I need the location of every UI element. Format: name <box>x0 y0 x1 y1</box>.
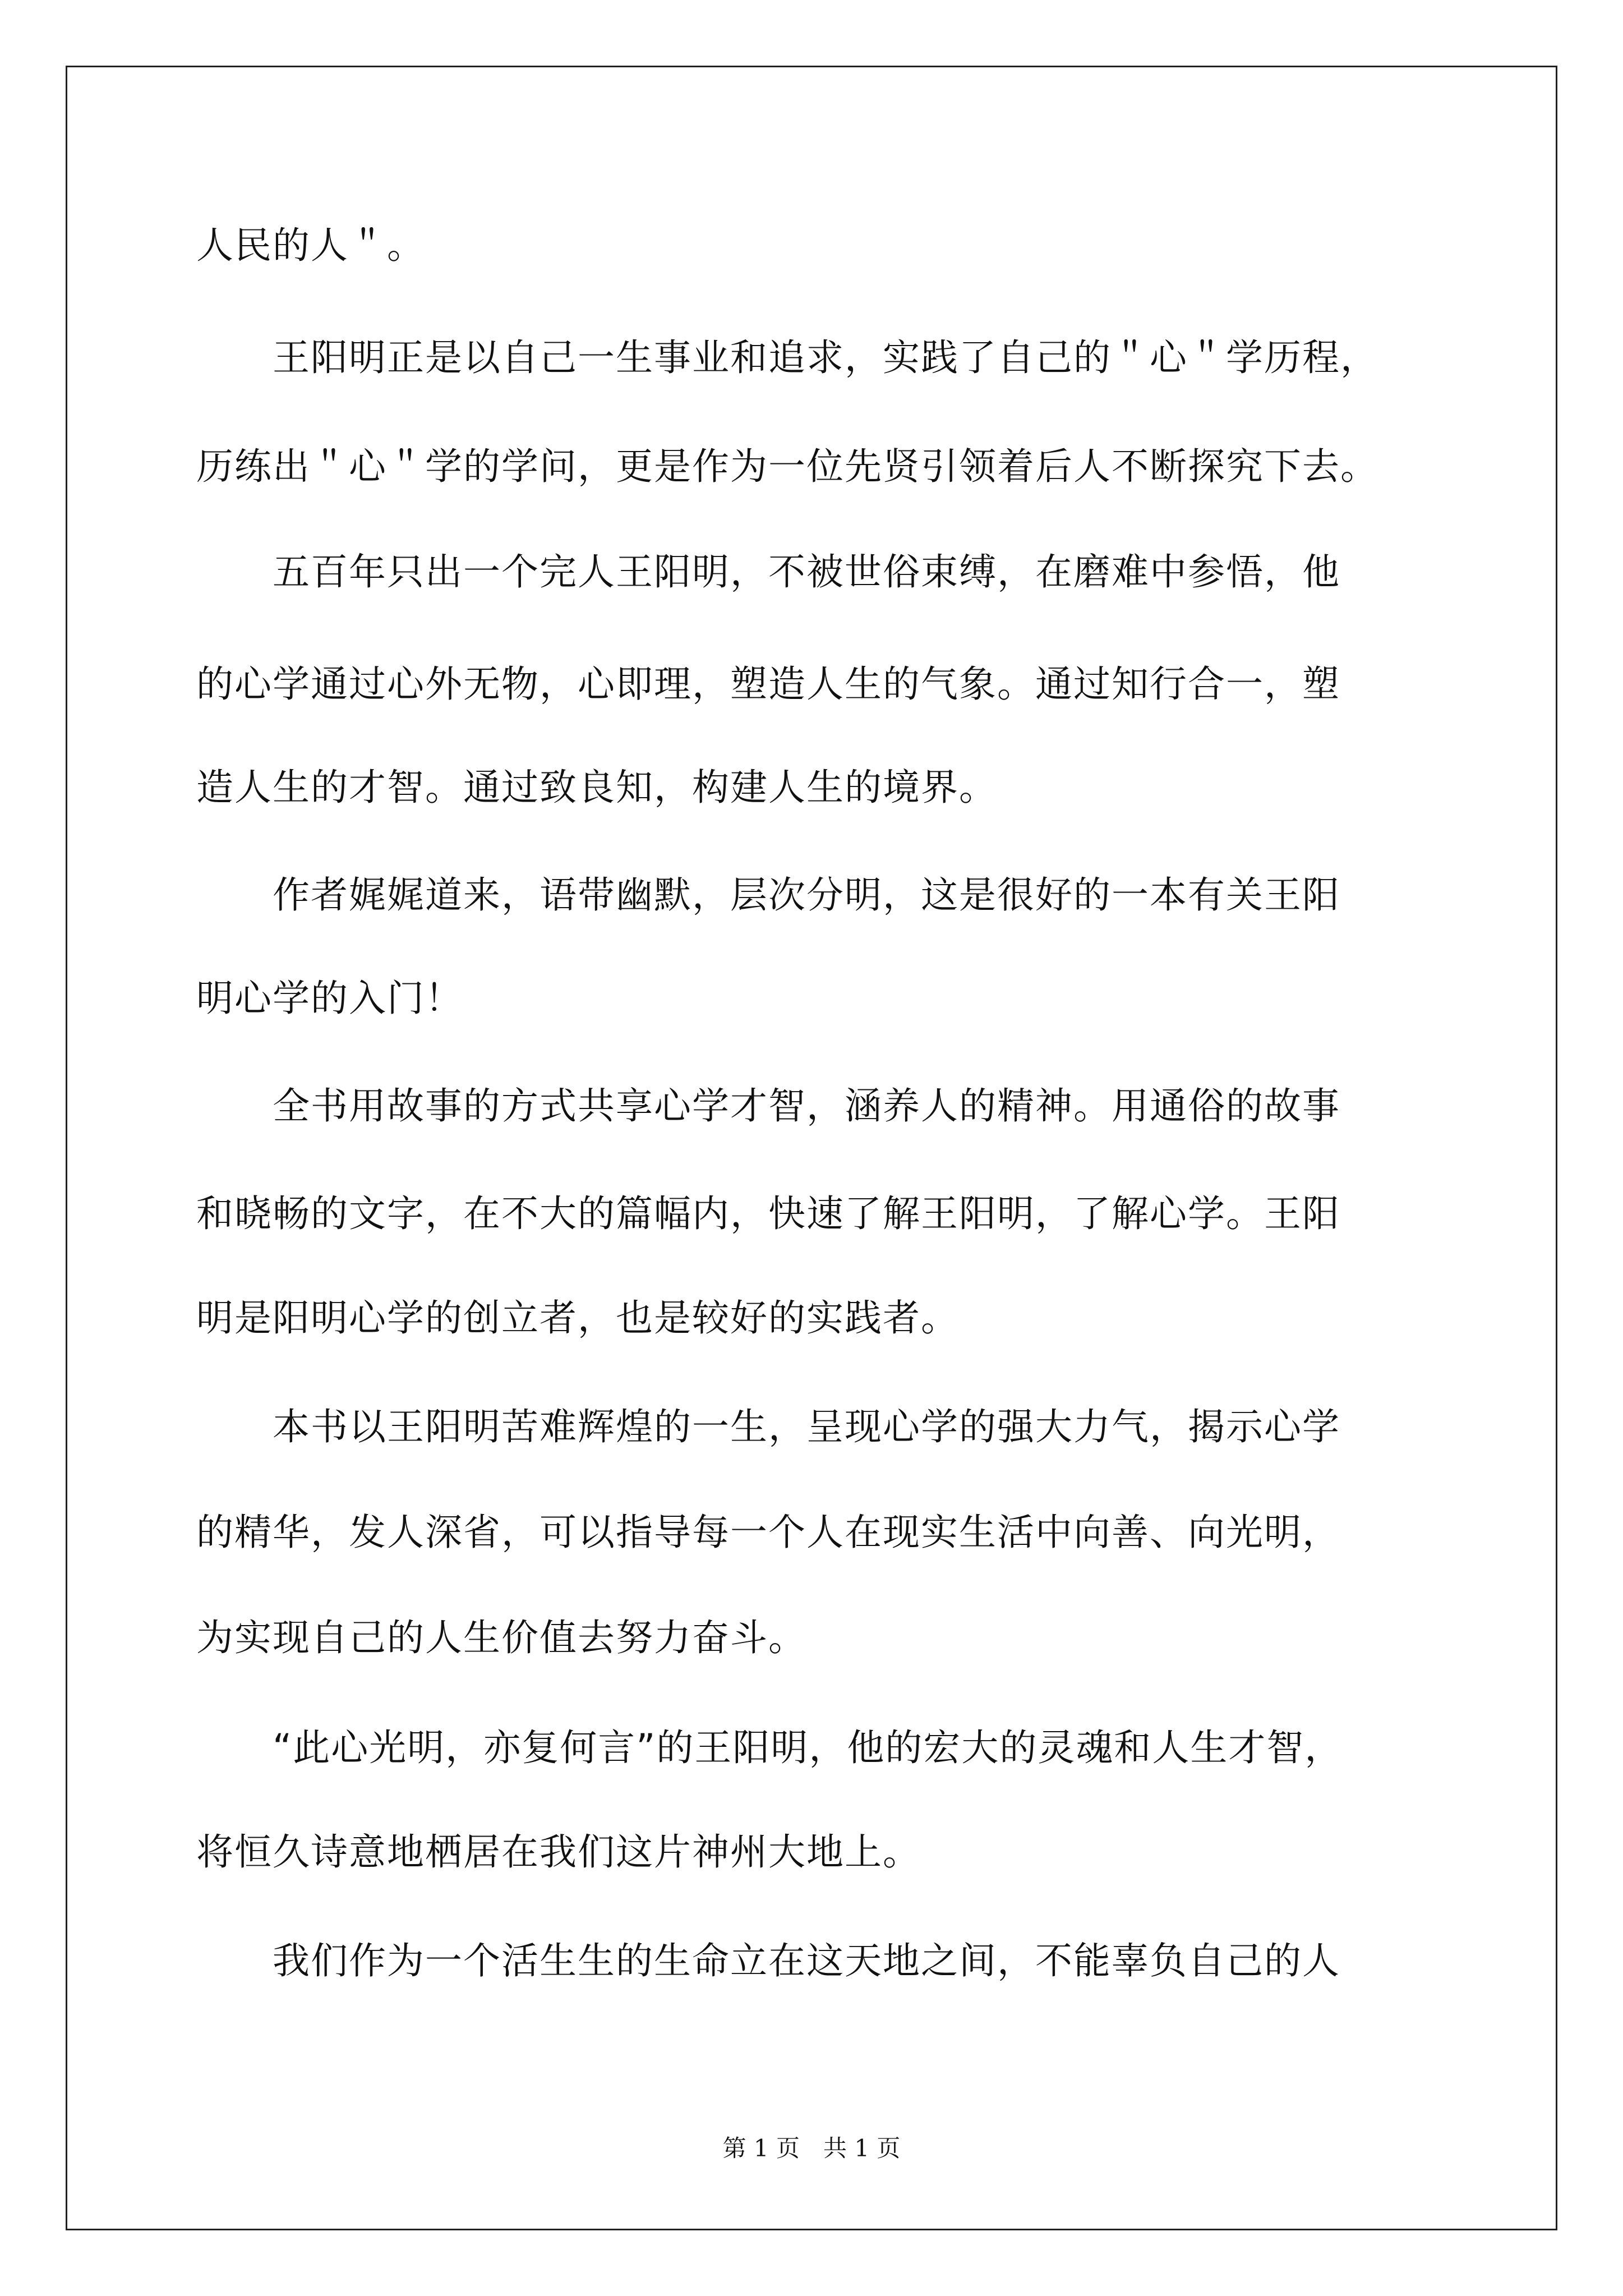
text-line: 的心学通过心外无物，心即理，塑造人生的气象。通过知行合一，塑 <box>196 662 1340 706</box>
text-line: 的精华，发人深省，可以指导每一个人在现实生活中向善、向光明， <box>196 1511 1340 1554</box>
text-line: 造人生的才智。通过致良知，构建人生的境界。 <box>196 766 997 809</box>
text-line: 明是阳明心学的创立者，也是较好的实践者。 <box>196 1296 959 1340</box>
text-line: 人民的人＂。 <box>196 224 425 267</box>
text-line: 历练出＂心＂学的学问，更是作为一位先贤引领着后人不断探究下去。 <box>196 445 1378 488</box>
text-line: 将恒久诗意地栖居在我们这片神州大地上。 <box>196 1830 921 1874</box>
text-line: 明心学的入门！ <box>196 977 463 1020</box>
text-line: 我们作为一个活生生的生命立在这天地之间，不能辜负自己的人 <box>196 1939 1340 1982</box>
text-line: 本书以王阳明苦难辉煌的一生，呈现心学的强大力气，揭示心学 <box>196 1405 1340 1448</box>
text-line: 全书用故事的方式共享心学才智，涵养人的精神。用通俗的故事 <box>196 1084 1340 1128</box>
text-line: 作者娓娓道来，语带幽默，层次分明，这是很好的一本有关王阳 <box>196 873 1340 917</box>
page-number-footer: 第 1 页 共 1 页 <box>722 2134 901 2162</box>
text-line: 五百年只出一个完人王阳明，不被世俗束缚，在磨难中参悟，他 <box>196 550 1340 593</box>
text-line: 和晓畅的文字，在不大的篇幅内，快速了解王阳明，了解心学。王阳 <box>196 1192 1340 1235</box>
page-border <box>66 66 1557 2230</box>
text-line: 为实现自己的人生价值去努力奋斗。 <box>196 1616 806 1659</box>
text-line: “此心光明，亦复何言”的王阳明，他的宏大的灵魂和人生才智， <box>196 1726 1343 1769</box>
text-line: 王阳明正是以自己一生事业和追求，实践了自己的＂心＂学历程， <box>196 336 1378 379</box>
